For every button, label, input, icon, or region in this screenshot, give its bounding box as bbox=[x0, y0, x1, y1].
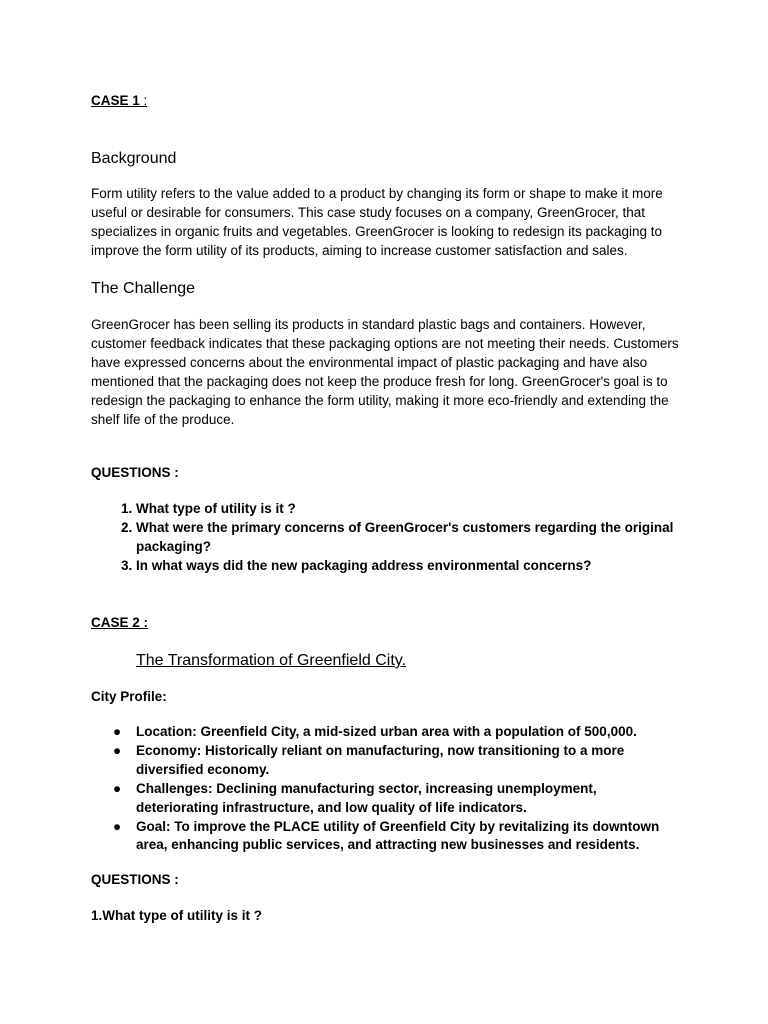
bullet-icon: ● bbox=[113, 780, 122, 796]
list-item: 3. In what ways did the new packaging address environmental concerns? bbox=[136, 557, 681, 576]
case-1-label-colon: : bbox=[139, 93, 148, 108]
list-item: 1. What type of utility is it ? bbox=[136, 500, 681, 519]
challenge-paragraph: GreenGrocer has been selling its products in standard plastic bags and containers. However, customer feedback indicates that these packaging options are not meeting their needs. Customers have expressed concerns about the environmental impact of plastic packaging and have also mentioned that the packaging does not keep the produce fresh for long. GreenGrocer's goal is to redesign the packaging to enhance the form utility, making it more eco-friendly and extending the shelf life of the produce. bbox=[91, 317, 679, 427]
case-2-title: The Transformation of Greenfield City. bbox=[136, 652, 407, 669]
list-item bbox=[113, 780, 681, 818]
case-2-label: CASE 2 : bbox=[91, 615, 149, 630]
case-1-label-line bbox=[91, 92, 147, 110]
background-heading: Background bbox=[91, 150, 177, 167]
case-1-label: CASE 1 bbox=[91, 93, 140, 108]
bullet-icon: ● bbox=[113, 742, 122, 758]
list-item bbox=[113, 818, 681, 856]
case-1-questions-heading: QUESTIONS : bbox=[91, 465, 179, 480]
bullet-icon: ● bbox=[113, 724, 122, 739]
challenge-heading: The Challenge bbox=[91, 280, 196, 297]
case-2-question-1: 1.What type of utility is it ? bbox=[91, 908, 263, 923]
list-item bbox=[113, 742, 681, 780]
list-item-text: Goal: To improve the PLACE utility of Greenfield City by revitalizing its downtown area, enhancing public services, and attracting new businesses and residents. bbox=[136, 818, 660, 853]
city-profile-list bbox=[91, 723, 681, 855]
list-item-text: Challenges: Declining manufacturing sector, increasing unemployment, deteriorating infrastructure, and low quality of life indicators. bbox=[136, 780, 597, 815]
background-paragraph: Form utility refers to the value added to a product by changing its form or shape to make it more useful or desirable for consumers. This case study focuses on a company, GreenGrocer, that specializes in organic fruits and vegetables. GreenGrocer is looking to redesign its packaging to improve the form utility of its products, aiming to increase customer satisfaction and sales. bbox=[91, 186, 663, 258]
list-item bbox=[113, 723, 681, 742]
list-item-text: Economy: Historically reliant on manufacturing, now transitioning to a more diversified economy. bbox=[136, 742, 625, 777]
bullet-icon: ● bbox=[113, 818, 122, 834]
city-profile-label: City Profile: bbox=[91, 689, 167, 704]
list-item-text: Location: Greenfield City, a mid-sized urban area with a population of 500,000. bbox=[136, 724, 637, 739]
case-1-questions-list bbox=[91, 500, 681, 576]
list-item: 2. What were the primary concerns of GreenGrocer's customers regarding the original packaging? bbox=[136, 519, 681, 557]
case-2-questions-heading: QUESTIONS : bbox=[91, 872, 179, 887]
